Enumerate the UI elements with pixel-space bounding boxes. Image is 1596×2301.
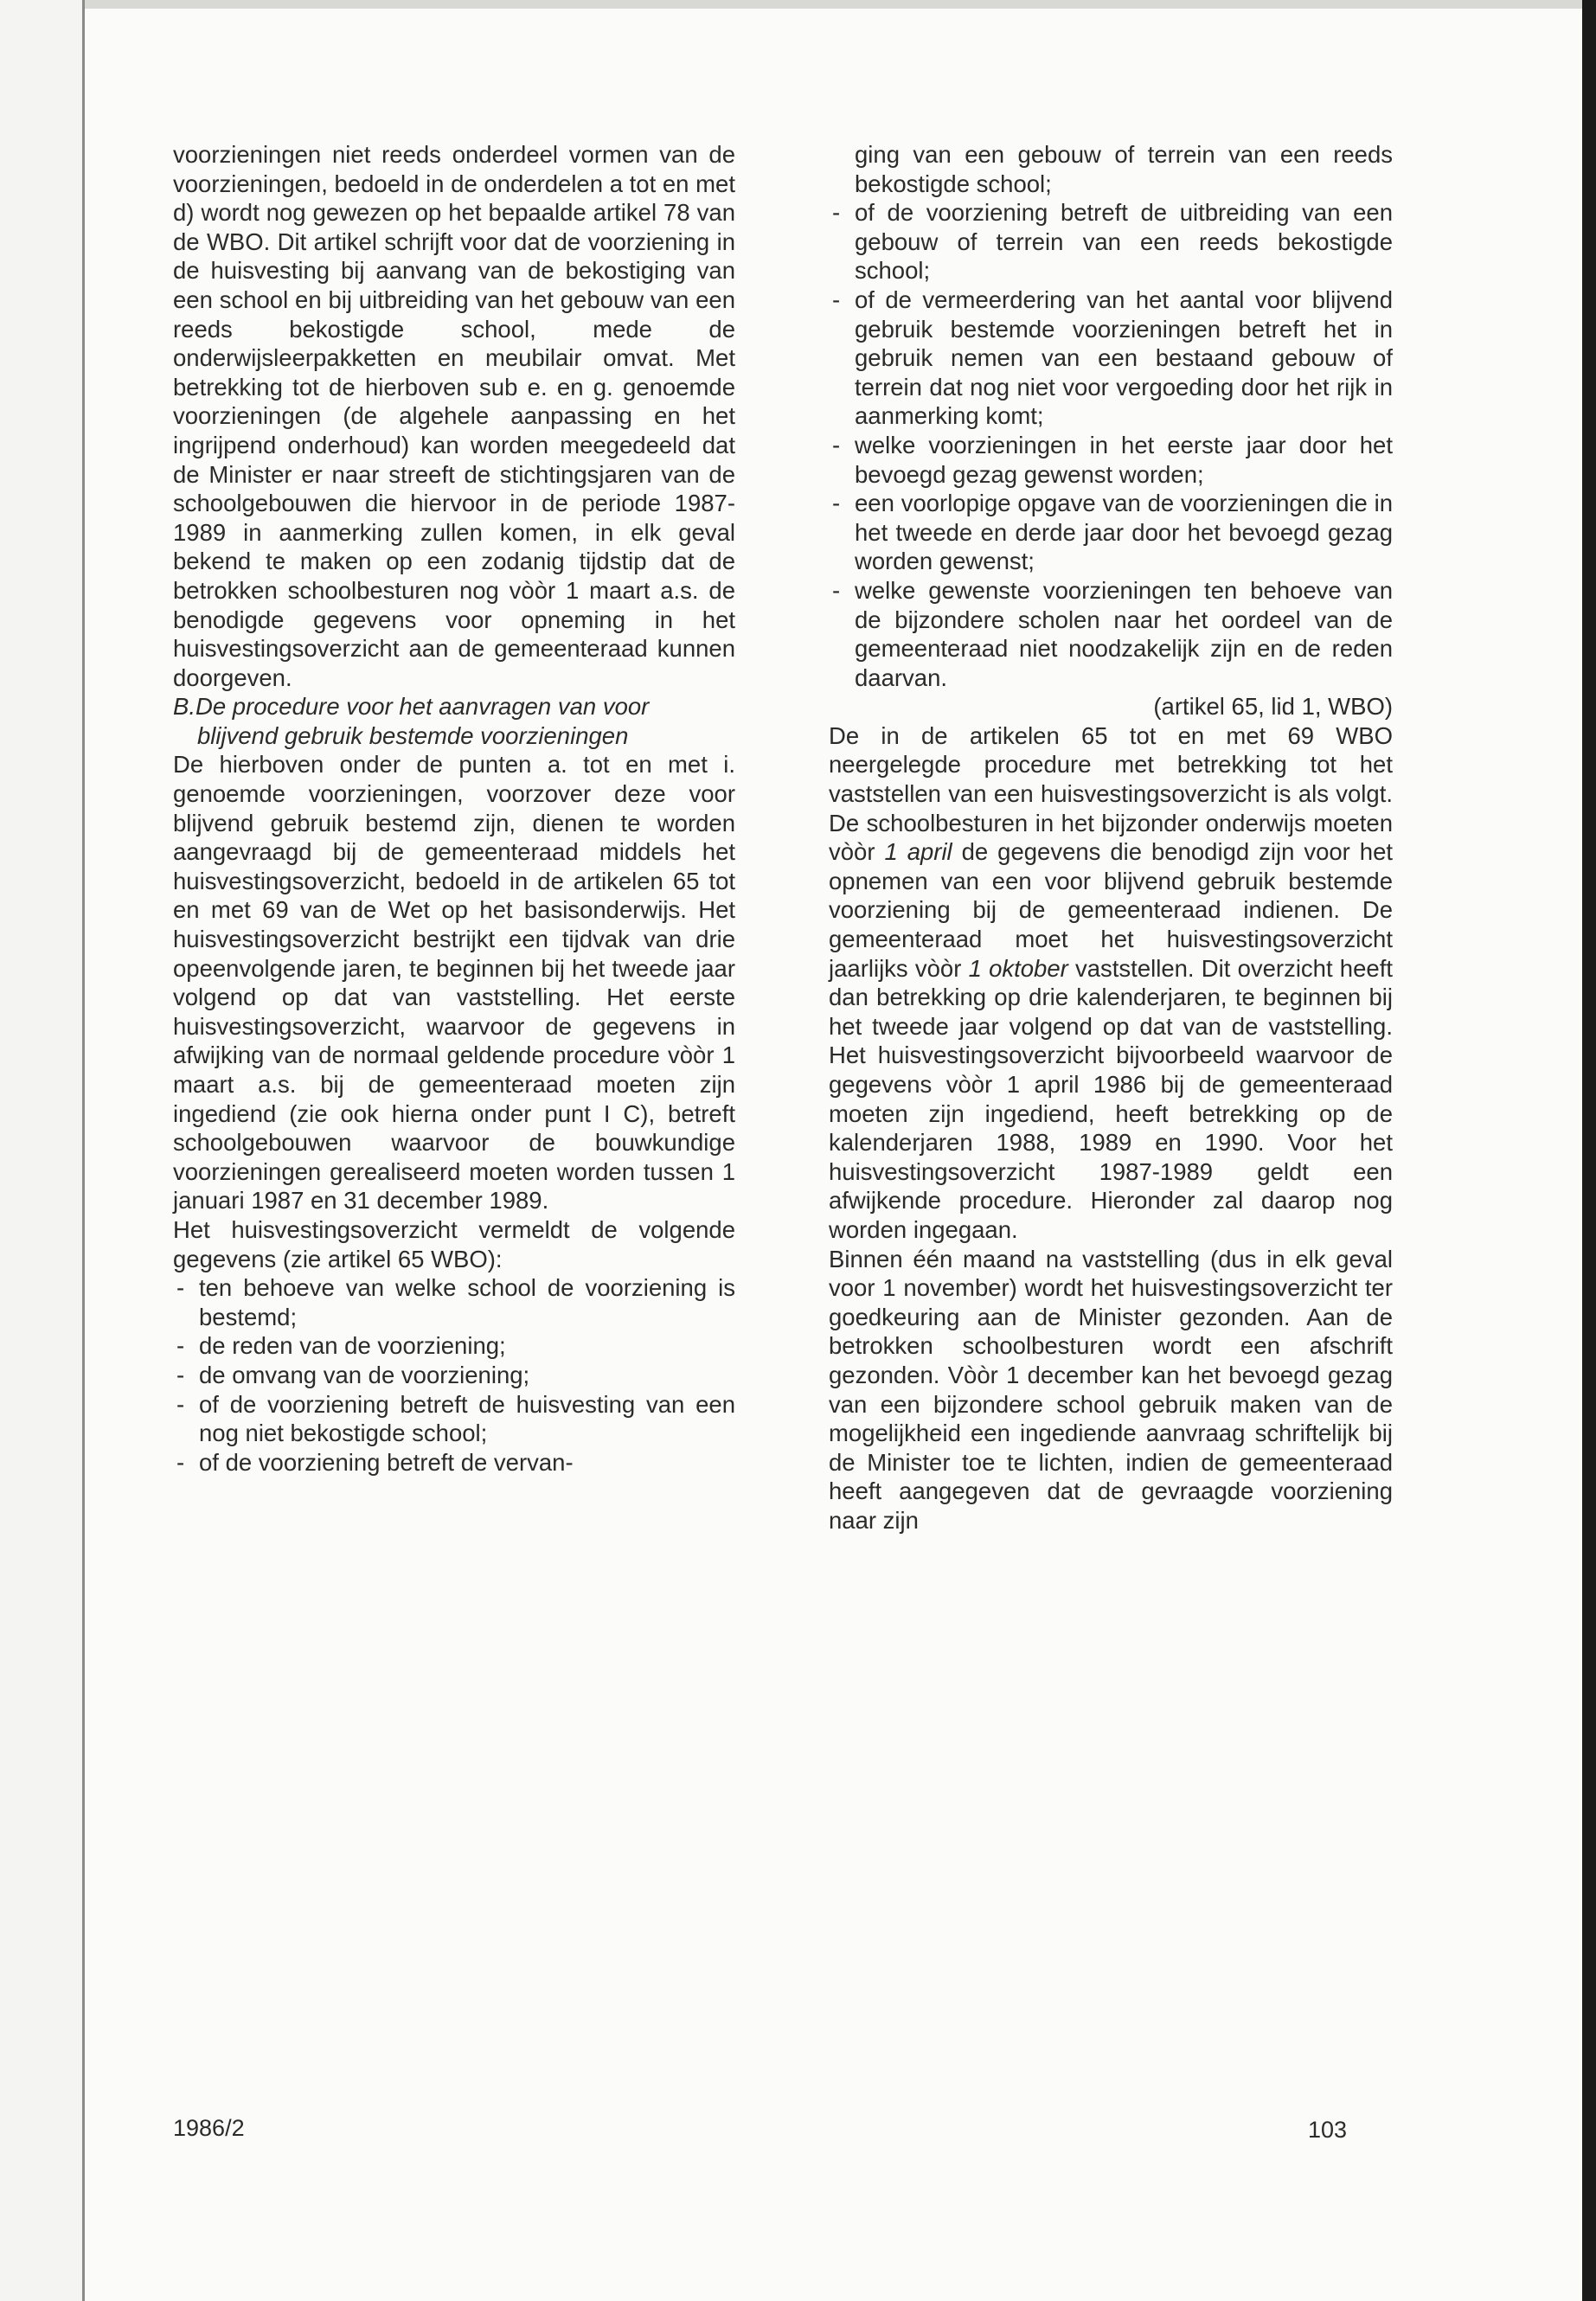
scan-edge-right	[1582, 0, 1596, 2301]
list-item: - of de voorziening betreft de huisvesting van een nog niet bekostigde school;	[173, 1390, 735, 1448]
list-item: - de omvang van de voorziening;	[173, 1361, 735, 1390]
left-paragraph-3: Het huisvestingsoverzicht vermeldt de volgende gegevens (zie artikel 65 WBO):	[173, 1215, 735, 1272]
right-dash-list	[829, 198, 1393, 692]
text-segment: de gegevens die benodigd zijn voor het opnemen van een voor blijvend gebruik bestemde voorziening bij de gemeenteraad indienen. De gemeenteraad moet het huisvestingsoverzicht jaarlijks vòòr	[829, 838, 1394, 982]
scan-edge-top	[82, 0, 1596, 9]
page-number: 103	[1308, 2117, 1348, 2143]
right-paragraph-2: Binnen één maand na vaststelling (dus in elk geval voor 1 november) wordt het huisvestingsoverzicht ter goedkeuring aan de Minister gezonden. Aan de betrokken schoolbesturen wordt een afschrift gezonden. Vòòr 1 december kan het bevoegd gezag van een bijzondere school gebruik maken van de mogelijkheid een ingediende aanvraag schriftelijk bij de Minister toe te lichten, indien de gemeenteraad heeft aangegeven dat de gevraagde voorziening naar zijn	[829, 1245, 1393, 1534]
scan-edge-left	[82, 0, 85, 2301]
list-item: - welke voorzieningen in het eerste jaar door het bevoegd gezag gewenst worden;	[829, 431, 1393, 489]
section-heading-b: B.De procedure voor het aanvragen van voor blijvend gebruik bestemde voorzieningen	[173, 693, 650, 749]
list-item: - of de voorziening betreft de vervan-	[173, 1448, 735, 1477]
list-item: - welke gewenste voorzieningen ten behoeve van de bijzondere scholen naar het oordeel van de gemeenteraad niet noodzakelijk zijn en de reden daarvan.	[829, 576, 1393, 692]
date-october: 1 oktober	[968, 954, 1068, 982]
text-segment: De in de artikelen 65 tot en met 69 WBO neergelegde procedure met betrekking tot het vaststellen van een huisvestingsoverzicht is als volgt. De schoolbesturen in het bijzonder onderwijs moeten vòòr	[829, 721, 1393, 866]
date-april: 1 april	[884, 838, 952, 866]
left-column	[173, 140, 735, 1477]
list-item: - ten behoeve van welke school de voorziening is bestemd;	[173, 1273, 735, 1331]
list-item: - een voorlopige opgave van de voorzieningen die in het tweede en derde jaar door het bevoegd gezag worden gewenst;	[829, 489, 1393, 576]
article-reference: (artikel 65, lid 1, WBO)	[1153, 693, 1393, 721]
list-item: - de reden van de voorziening;	[173, 1331, 735, 1361]
right-column	[829, 140, 1393, 1535]
list-continuation: ging van een gebouw of terrein van een reeds bekostigde school;	[855, 141, 1393, 197]
list-item: - of de vermeerdering van het aantal voor blijvend gebruik bestemde voorzieningen betreft het in gebruik nemen van een bestaand gebouw of terrein dat nog niet voor vergoeding door het rijk in aanmerking komt;	[829, 285, 1393, 431]
list-item: - of de voorziening betreft de uitbreiding van een gebouw of terrein van een reeds bekostigde school;	[829, 198, 1393, 285]
left-paragraph-2: De hierboven onder de punten a. tot en met i. genoemde voorzieningen, voorzover deze voor blijvend gebruik bestemd zijn, dienen te worden aangevraagd bij de gemeenteraad middels het huisvestingsoverzicht, bedoeld in de artikelen 65 tot en met 69 van de Wet op het basisonderwijs. Het huisvestingsoverzicht bestrijkt een tijdvak van drie opeenvolgende jaren, te beginnen bij het tweede jaar volgend op dat van vaststelling. Het eerste huisvestingsoverzicht, waarvoor de gegevens in afwijking van de normaal geldende procedure vòòr 1 maart a.s. bij de gemeenteraad moeten zijn ingediend (zie ook hierna onder punt I C), betreft schoolgebouwen waarvoor de bouwkundige voorzieningen gerealiseerd moeten worden tussen 1 januari 1987 en 31 december 1989.	[173, 751, 735, 1215]
left-paragraph-1: voorzieningen niet reeds onderdeel vormen van de voorzieningen, bedoeld in de onderdelen a tot en met d) wordt nog gewezen op het bepaalde artikel 78 van de WBO. Dit artikel schrijft voor dat de voorziening in de huisvesting bij aanvang van de bekostiging van een school en bij uitbreiding van het gebouw van een reeds bekostigde school, mede de onderwijsleerpakketten en meubilair omvat. Met betrekking tot de hierboven sub e. en g. genoemde voorzieningen (de algehele aanpassing en het ingrijpend onderhoud) kan worden meegedeeld dat de Minister er naar streeft de stichtingsjaren van de schoolgebouwen die hiervoor in de periode 1987-1989 in aanmerking zullen komen, in elk geval bekend te maken op een zodanig tijdstip dat de betrokken schoolbesturen nog vòòr 1 maart a.s. de benodigde gegevens voor opneming in het huisvestingsoverzicht aan de gemeenteraad kunnen doorgeven.	[173, 141, 735, 691]
left-dash-list	[173, 1273, 735, 1477]
right-paragraph-1	[829, 721, 1393, 1245]
issue-number: 1986/2	[173, 2115, 245, 2141]
text-segment: vaststellen. Dit overzicht heeft dan betrekking op drie kalenderjaren, te beginnen bij het tweede jaar volgend op dat van de vaststelling. Het huisvestingsoverzicht bijvoorbeeld waarvoor de gegevens vòòr 1 april 1986 bij de gemeenteraad moeten zijn ingediend, heeft betrekking op de kalenderjaren 1988, 1989 en 1990. Voor het huisvestingsoverzicht 1987-1989 geldt een afwijkende procedure. Hieronder zal daarop nog worden ingegaan.	[829, 954, 1393, 1243]
